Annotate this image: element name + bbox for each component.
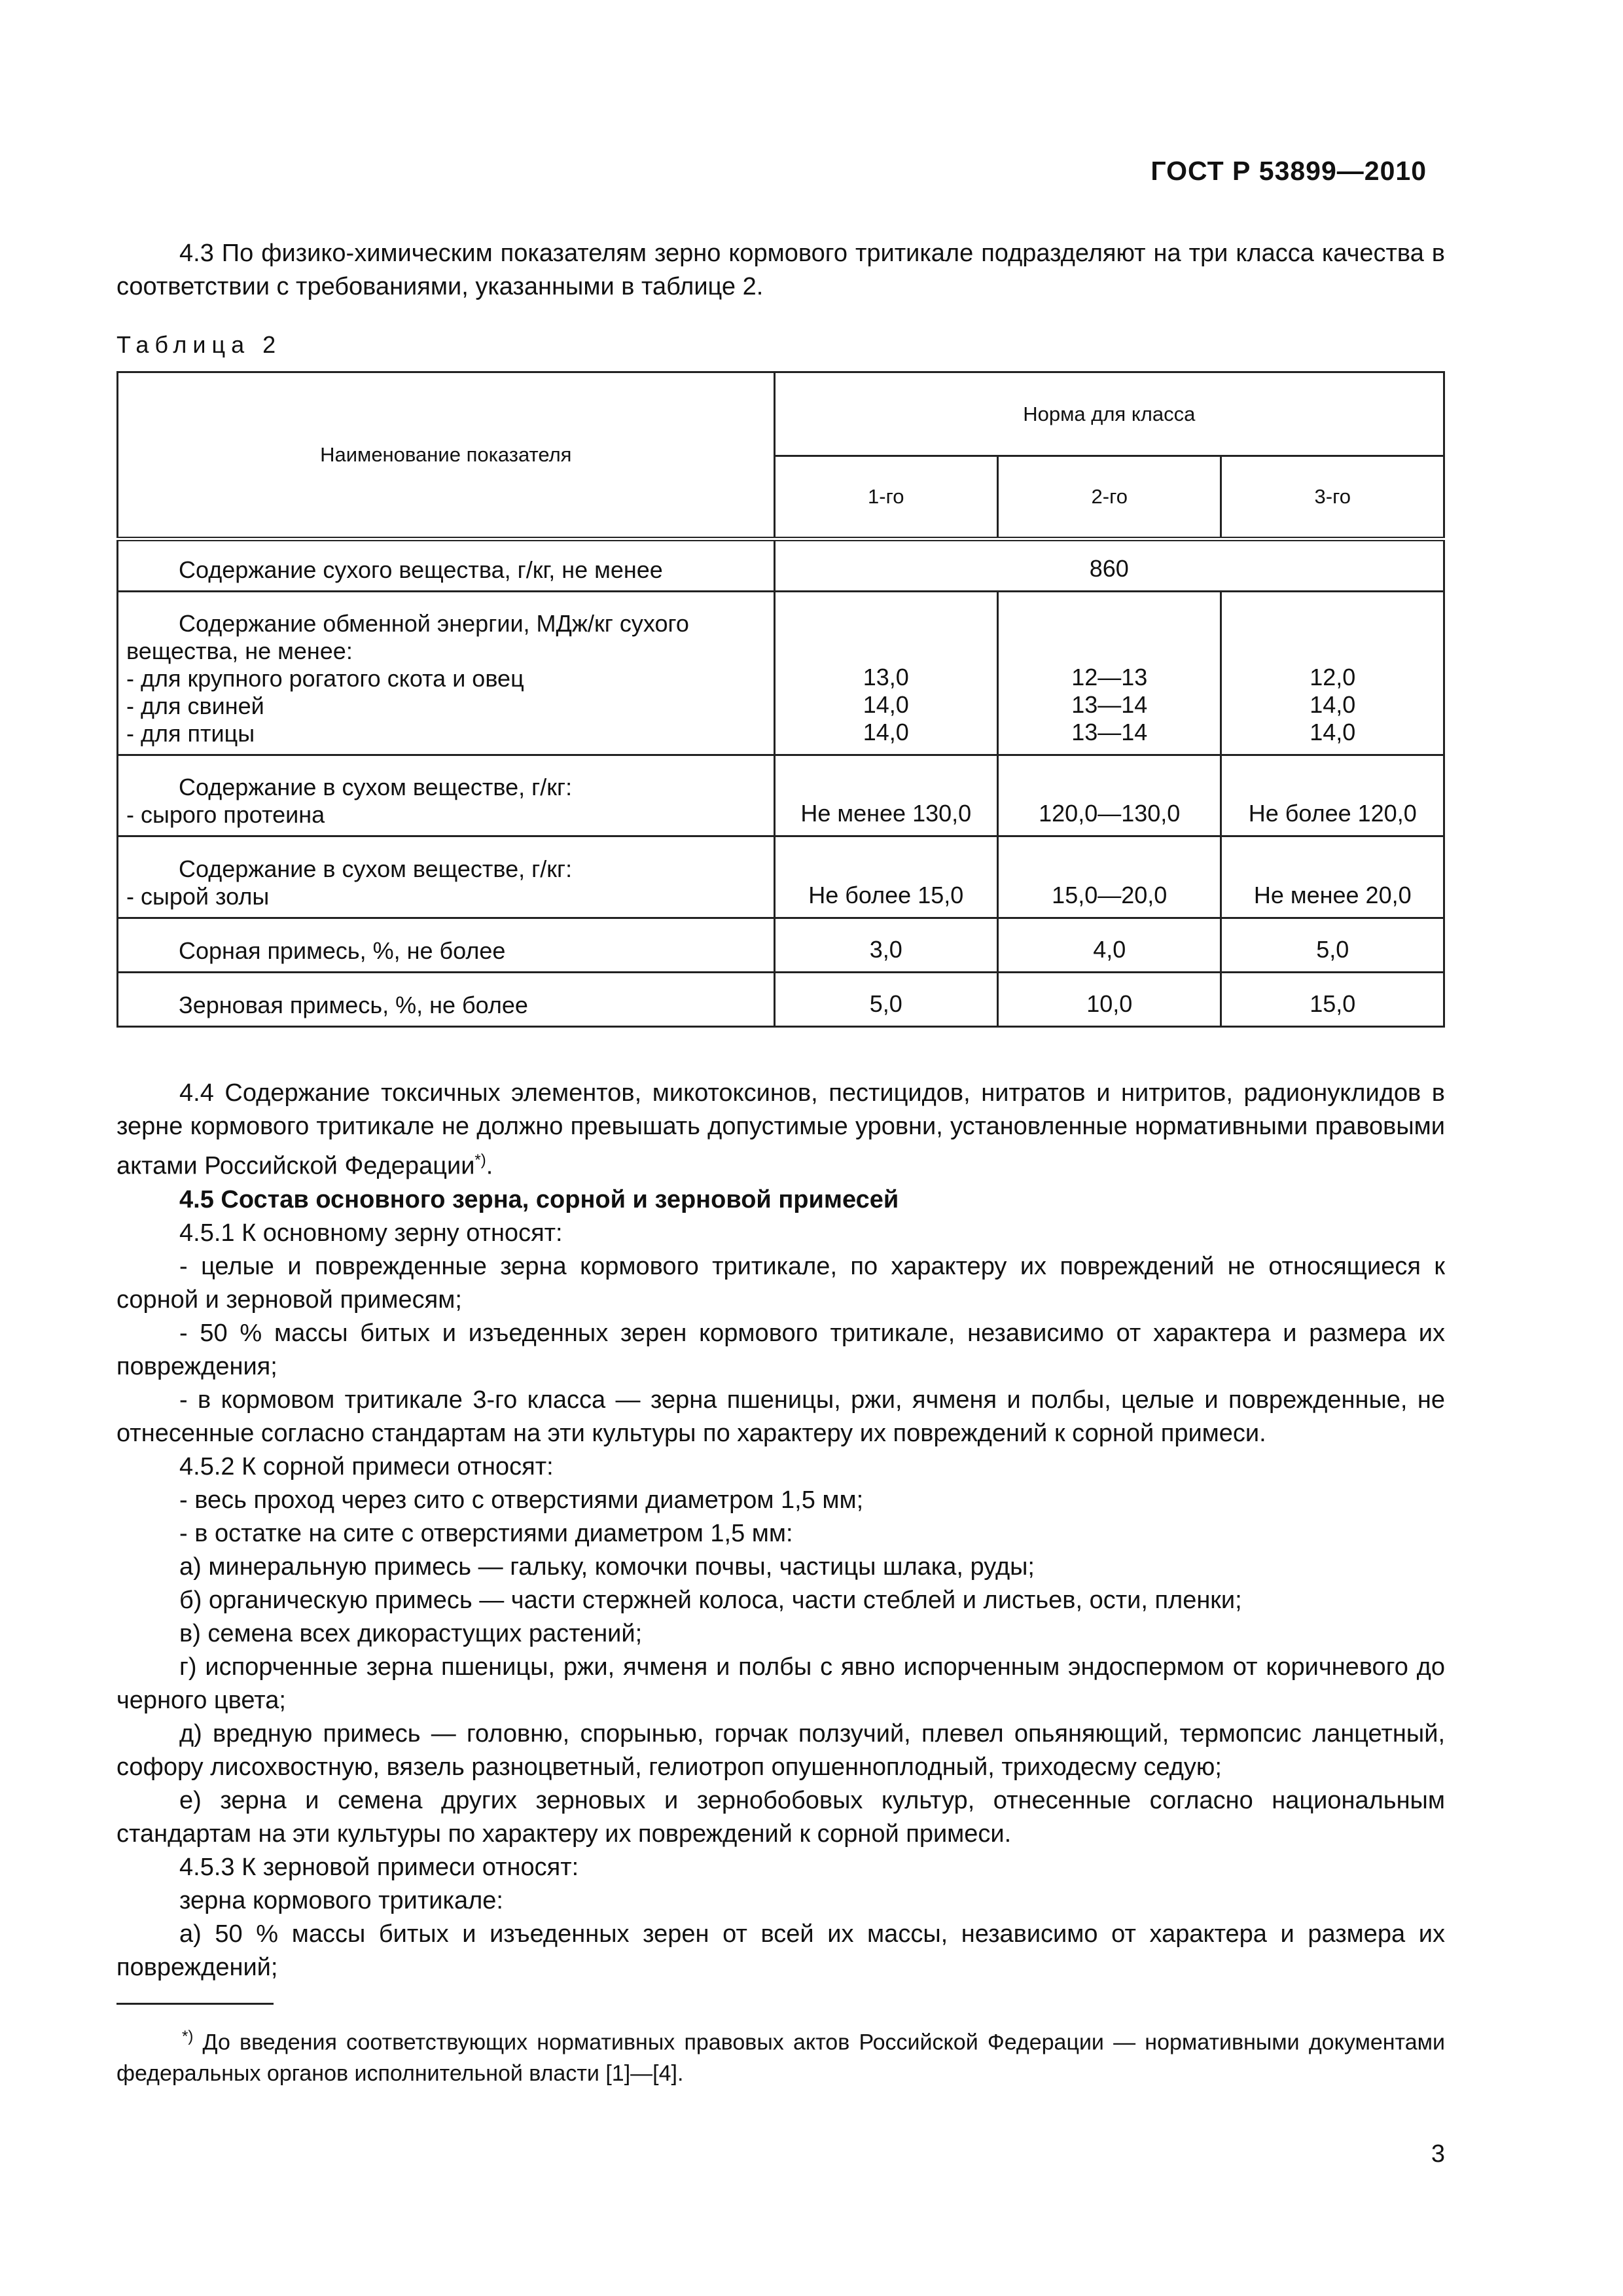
header-class-2: 2-го [998, 456, 1221, 539]
row-name: Содержание в сухом веществе, г/кг: - сырого протеина [118, 755, 775, 836]
row-name: Сорная примесь, %, не более [118, 918, 775, 973]
list-item: д) вредную примесь — головню, спорынью, горчак ползучий, плевел опьяняющий, термопсис ланцетный, софору лисохвостную, вязель разноцветный, гелиотроп опушеннoплодный, триходесму седую; [116, 1719, 1445, 1781]
header-class-3: 3-го [1221, 456, 1444, 539]
table-row [118, 973, 1444, 1027]
row-value: 5,0 [774, 973, 997, 1027]
list-item: а) минеральную примесь — гальку, комочки почвы, частицы шлака, руды; [179, 1552, 1035, 1581]
row-value: Не менее 130,0 [774, 755, 997, 836]
row-name: Зерновая примесь, %, не более [118, 973, 775, 1027]
row-name: Содержание сухого вещества, г/кг, не менее [118, 539, 775, 592]
list-item: а) 50 % массы битых и изъеденных зерен от всей их массы, независимо от характера и размера их повреждений; [116, 1920, 1445, 1981]
list-item: е) зерна и семена других зерновых и зернобобовых культур, отнесенные согласно национальным стандартам на эти культуры по характеру их повреждений к сорной примеси. [116, 1786, 1445, 1848]
list-item: 4.5.2 К сорной примеси относят: [179, 1452, 554, 1480]
row-value: 5,0 [1221, 918, 1444, 973]
quality-table [116, 371, 1445, 1028]
paragraph-text: 4.3 По физико-химическим показателям зерно кормового тритикале подразделяют на три класса качества в соответствии с требованиями, указанными в таблице 2. [116, 240, 1445, 300]
row-value: 12,0 14,0 14,0 [1221, 592, 1444, 755]
row-value: 10,0 [998, 973, 1221, 1027]
document-code: ГОСТ Р 53899—2010 [1150, 156, 1427, 186]
table-row [118, 755, 1444, 836]
row-value: 12—13 13—14 13—14 [998, 592, 1221, 755]
list-item: - в кормовом тритикале 3-го класса — зерна пшеницы, ржи, ячменя и полбы, целые и поврежденные, не отнесенные согласно стандартам на эти культуры по характеру их повреждений к сорной примеси. [116, 1386, 1445, 1447]
list-item: - целые и поврежденные зерна кормового тритикале, по характеру их повреждений не относящиеся к сорной и зерновой примесям; [116, 1252, 1445, 1314]
list-item: - весь проход через сито с отверстиями диаметром 1,5 мм; [179, 1486, 864, 1514]
list-item: зерна кормового тритикале: [179, 1886, 503, 1914]
list-item: 4.5.1 К основному зерну относят: [179, 1219, 563, 1247]
list-item: 4.5.3 К зерновой примеси относят: [179, 1853, 579, 1881]
row-value: 3,0 [774, 918, 997, 973]
list-item: в) семена всех дикорастущих растений; [179, 1619, 643, 1647]
table-row [118, 836, 1444, 918]
row-value: Не более 15,0 [774, 836, 997, 918]
row-value: Не менее 20,0 [1221, 836, 1444, 918]
header-indicator-name: Наименование показателя [118, 372, 775, 539]
row-value: 15,0—20,0 [998, 836, 1221, 918]
row-value: Не более 120,0 [1221, 755, 1444, 836]
footnote [116, 2021, 1445, 2089]
paragraph-4-4: 4.4 Содержание токсичных элементов, микотоксинов, пестицидов, нитратов и нитритов, радионуклидов в зерне кормового тритикале не должно превышать допустимые уровни, установленные нормативными правовыми актами Российской Федерации*). [116, 1079, 1445, 1180]
row-value: 13,0 14,0 14,0 [774, 592, 997, 755]
footnote-divider [116, 2003, 274, 2005]
body-text [116, 1077, 1445, 1984]
header-class-1: 1-го [774, 456, 997, 539]
row-value: 860 [774, 539, 1444, 592]
list-item: - 50 % массы битых и изъеденных зерен кормового тритикале, независимо от характера и размера их повреждения; [116, 1319, 1445, 1380]
table-row [118, 592, 1444, 755]
row-name: Содержание в сухом веществе, г/кг: - сырой золы [118, 836, 775, 918]
row-name: Содержание обменной энергии, МДж/кг сухого вещества, не менее: - для крупного рогатого скота и овец - для свиней - для птицы [118, 592, 775, 755]
table-caption: Таблица 2 [116, 331, 282, 358]
list-item: г) испорченные зерна пшеницы, ржи, ячменя и полбы с явно испорченным эндоспермом от коричневого до черного цвета; [116, 1653, 1445, 1714]
list-item: б) органическую примесь — части стержней колоса, части стеблей и листьев, ости, пленки; [179, 1586, 1242, 1614]
row-value: 15,0 [1221, 973, 1444, 1027]
footnote-text: До введения соответствующих нормативных правовых актов Российской Федерации — нормативными документами федеральных органов исполнительной власти [1]—[4]. [116, 2030, 1445, 2087]
footnote-mark: *) [182, 2028, 194, 2045]
footnote-reference[interactable]: *) [474, 1151, 486, 1169]
header-norm-group: Норма для класса [774, 372, 1444, 456]
row-value: 120,0—130,0 [998, 755, 1221, 836]
table-row [118, 918, 1444, 973]
section-heading-4-5: 4.5 Состав основного зерна, сорной и зерновой примесей [179, 1185, 899, 1213]
paragraph-4-3 [116, 237, 1445, 304]
list-item: - в остатке на сите с отверстиями диаметром 1,5 мм: [179, 1519, 793, 1547]
table-row [118, 539, 1444, 592]
page-number: 3 [1431, 2140, 1445, 2168]
row-value: 4,0 [998, 918, 1221, 973]
